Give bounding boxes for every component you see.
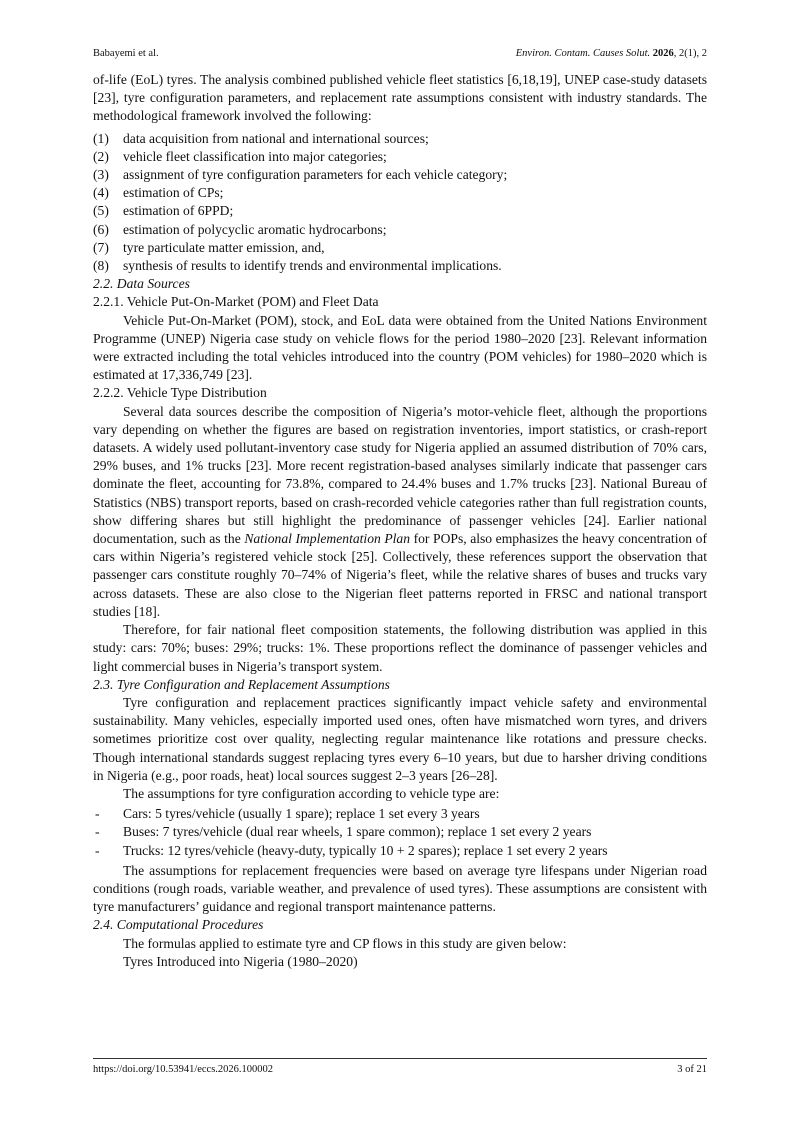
list-text: Cars: 5 tyres/vehicle (usually 1 spare); replace 1 set every 3 years: [123, 806, 480, 822]
header-year: 2026: [652, 48, 674, 59]
list-text: estimation of polycyclic aromatic hydrocarbons;: [123, 221, 387, 237]
list-item: [93, 823, 707, 841]
paragraph-tyre-practices: Tyre configuration and replacement practices significantly impact vehicle safety and environmental sustainability. Many vehicles, especially imported used ones, often have mismatched worn tyres, and drivers sometimes prioritize cost over quality, neglecting regular maintenance like rotations and pressure checks. Though international standards suggest replacing tyres every 6–10 years, but due to harsher driving conditions in Nigeria (e.g., poor roads, heat) local sources suggest 2–3 years [26–28].: [93, 694, 707, 783]
dash-bullet: -: [95, 824, 100, 840]
paragraph-replacement-basis: The assumptions for replacement frequencies were based on average tyre lifespans under Nigerian road conditions (rough roads, variable weather, and prevalence of used tyres). These assumptions are consistent with tyre manufacturers’ guidance and regional transport maintenance patterns.: [93, 862, 707, 915]
list-item: [93, 805, 707, 823]
list-item: [93, 257, 707, 275]
paragraph-distribution-applied: Therefore, for fair national fleet composition statements, the following distribution was applied in this study: cars: 70%; buses: 29%; trucks: 1%. These proportions reflect the dominance of passenger vehicles and light commercial buses in Nigeria’s transport system.: [93, 622, 707, 674]
dash-bullet: -: [95, 806, 100, 822]
list-number: (5): [93, 203, 109, 219]
header-citation: [516, 45, 707, 63]
paragraph-tyres-introduced: Tyres Introduced into Nigeria (1980–2020): [123, 953, 358, 969]
list-number: (1): [93, 130, 109, 146]
subsection-heading-2-2-1: 2.2.1. Vehicle Put-On-Market (POM) and Fleet Data: [93, 294, 379, 310]
section-heading-2-2: 2.2. Data Sources: [93, 276, 190, 292]
page-footer: [93, 1062, 707, 1078]
list-number: (7): [93, 239, 109, 255]
section-heading-2-4: 2.4. Computational Procedures: [93, 917, 264, 933]
list-number: (2): [93, 148, 109, 164]
header-authors: Babayemi et al.: [93, 48, 159, 59]
list-item: [93, 130, 707, 148]
header-journal: Environ. Contam. Causes Solut.: [515, 48, 651, 59]
subsection-heading-2-2-2: 2.2.2. Vehicle Type Distribution: [93, 385, 267, 401]
list-text: vehicle fleet classification into major categories;: [123, 148, 387, 164]
page-number: 3 of 21: [677, 1064, 707, 1075]
list-item: [93, 184, 707, 202]
paragraph-pom: Vehicle Put-On-Market (POM), stock, and EoL data were obtained from the United Nations Environment Programme (UNEP) Nigeria case study on vehicle flows for the period 1980–2020 [23]. Relevant information were extracted including the total vehicles introduced into the country (POM vehicles) for 1980–2020 which is estimated at 17,336,749 [23].: [93, 312, 707, 383]
list-text: assignment of tyre configuration parameters for each vehicle category;: [123, 167, 508, 183]
list-text: data acquisition from national and international sources;: [123, 130, 429, 146]
framework-steps-list: [93, 130, 707, 276]
list-number: (4): [93, 185, 109, 201]
list-text: Buses: 7 tyres/vehicle (dual rear wheels, 1 spare common); replace 1 set every 2 years: [123, 824, 592, 840]
list-text: Trucks: 12 tyres/vehicle (heavy-duty, typically 10 + 2 spares); replace 1 set every 2 years: [123, 842, 608, 858]
footer-divider: [93, 1058, 707, 1059]
list-item: [93, 842, 707, 860]
article-body: [93, 71, 707, 971]
list-text: tyre particulate matter emission, and,: [123, 239, 325, 255]
paragraph-vehicle-distribution: [93, 403, 707, 621]
list-number: (6): [93, 221, 109, 237]
page: [93, 0, 707, 1131]
list-item: [93, 202, 707, 220]
running-header: [93, 45, 707, 63]
list-text: synthesis of results to identify trends and environmental implications.: [123, 258, 502, 274]
list-text: estimation of 6PPD;: [123, 203, 234, 219]
plan-title-italic: National Implementation Plan: [244, 531, 411, 547]
list-item: [93, 166, 707, 184]
list-text: estimation of CPs;: [123, 185, 224, 201]
paragraph-formulas-intro: The formulas applied to estimate tyre and CP flows in this study are given below:: [123, 935, 567, 951]
assumptions-list: [93, 805, 707, 860]
list-number: (3): [93, 167, 109, 183]
section-heading-2-3: 2.3. Tyre Configuration and Replacement Assumptions: [93, 676, 390, 692]
list-number: (8): [93, 258, 109, 274]
paragraph-part: for POPs, also emphasizes the heavy concentration of cars within Nigeria’s registered vehicle stock [25]. Collectively, these references support the observation that passenger cars constitute roughly 70–74% of Nigeria’s fleet, while the relative shares of buses and trucks vary across datasets. These are also close to the Nigerian fleet patterns reported in FRSC and national transport studies [18].: [93, 531, 707, 619]
intro-paragraph: of-life (EoL) tyres. The analysis combined published vehicle fleet statistics [6,18,19], UNEP case-study datasets [23], tyre configuration parameters, and replacement rate assumptions consistent with industry standards. The methodological framework involved the following:: [93, 72, 707, 124]
doi-link[interactable]: https://doi.org/10.53941/eccs.2026.100002: [93, 1064, 274, 1075]
dash-bullet: -: [95, 842, 100, 858]
list-item: [93, 239, 707, 257]
paragraph-part: Several data sources describe the composition of Nigeria’s motor-vehicle fleet, although the proportions vary depending on whether the figures are based on registration inventories, import statistics, or crash-report datasets. A widely used pollutant-inventory case study for Nigeria applied an assumed distribution of 70% cars, 29% buses, and 1% trucks [23]. More recent registration-based analyses similarly indicate that passenger cars dominate the fleet, accounting for 73.8%, compared to 24.4% buses and 1.7% trucks [23]. National Bureau of Statistics (NBS) transport reports, based on crash-recorded vehicle categories rather than full registration counts, show differing shares but still highlight the predominance of passenger vehicles [24]. Earlier national documentation, such as the: [93, 403, 707, 547]
header-volume: , 2(1), 2: [673, 48, 707, 59]
paragraph-assumptions-intro: The assumptions for tyre configuration according to vehicle type are:: [123, 785, 500, 801]
list-item: [93, 221, 707, 239]
list-item: [93, 148, 707, 166]
